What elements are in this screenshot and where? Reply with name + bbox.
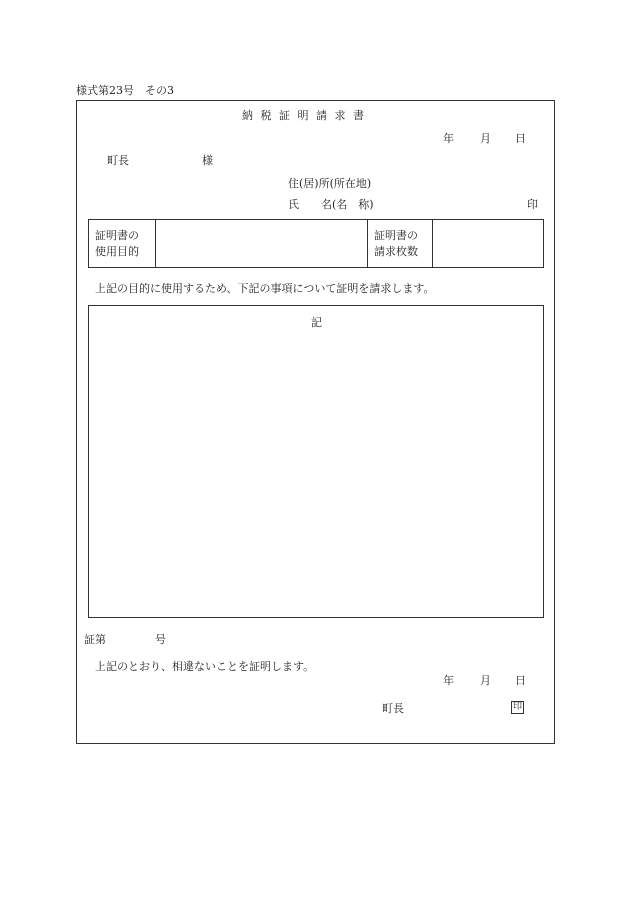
count-value-field[interactable] (439, 236, 539, 252)
record-heading: 記 (311, 316, 322, 329)
purpose-value-field[interactable] (161, 236, 361, 252)
request-statement: 上記の目的に使用するため、下記の事項について証明を請求します。 (95, 282, 435, 295)
request-date-day: 日 (515, 132, 526, 145)
table-divider (367, 220, 368, 267)
applicant-seal-mark: 印 (527, 198, 538, 211)
record-box (88, 305, 544, 618)
purpose-table (88, 219, 544, 268)
request-date-month: 月 (480, 132, 491, 145)
count-label (374, 228, 418, 260)
issuer-mayor: 町長 (382, 702, 404, 715)
certificate-number-suffix: 号 (155, 633, 166, 646)
issue-date-day: 日 (515, 674, 526, 687)
table-divider (155, 220, 156, 267)
count-label-line1: 証明書の (374, 229, 418, 242)
addressee-mayor: 町長 (107, 154, 129, 167)
count-label-line2: 請求枚数 (374, 245, 418, 258)
document-title: 納 税 証 明 請 求 書 (242, 109, 366, 122)
purpose-label-line2: 使用目的 (95, 245, 139, 258)
certificate-number-prefix: 証第 (84, 633, 106, 646)
applicant-name-label: 氏 名(名 称) (288, 198, 374, 211)
form-number: 様式第23号 その3 (76, 84, 174, 97)
addressee-honorific: 様 (202, 154, 213, 167)
purpose-label (95, 228, 139, 260)
issue-date-year: 年 (443, 674, 454, 687)
request-date-year: 年 (443, 132, 454, 145)
applicant-address-label: 住(居)所(所在地) (288, 177, 372, 190)
record-content-field[interactable] (99, 340, 533, 608)
table-divider (432, 220, 433, 267)
official-seal-icon: 印 (512, 702, 522, 712)
issue-date-month: 月 (480, 674, 491, 687)
certification-statement: 上記のとおり、相違ないことを証明します。 (95, 660, 315, 673)
purpose-label-line1: 証明書の (95, 229, 139, 242)
